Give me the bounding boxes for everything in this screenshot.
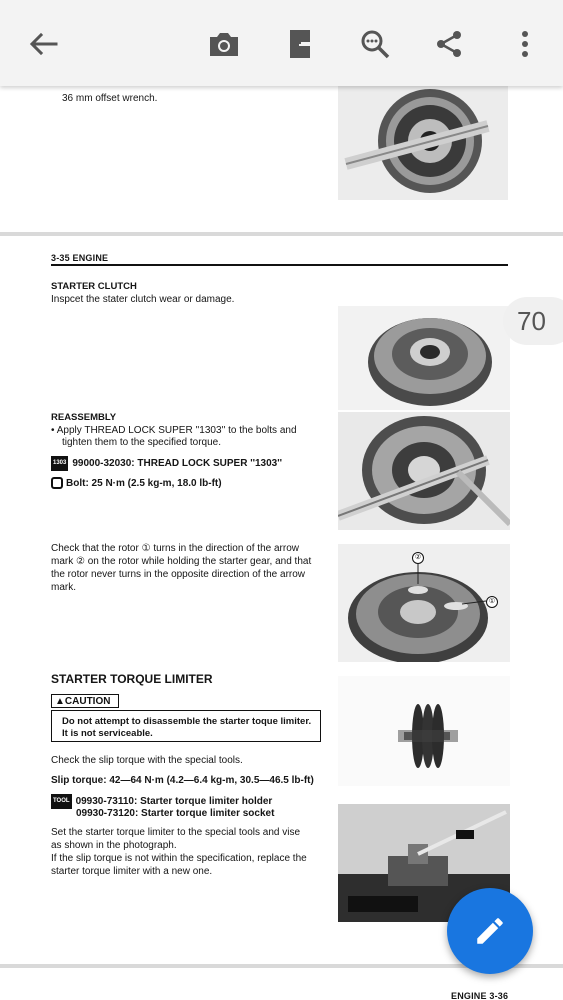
bookmark-page-icon[interactable] bbox=[278, 22, 322, 66]
caution-line-2: It is not serviceable. bbox=[62, 728, 153, 739]
set-text-1: Set the starter torque limiter to the special tools and vise bbox=[51, 827, 301, 838]
manual-page-3-35 bbox=[0, 236, 563, 964]
wrench-text: 36 mm offset wrench. bbox=[62, 93, 158, 104]
edit-fab-button[interactable] bbox=[447, 888, 533, 974]
tool-1-text: 09930-73110: Starter torque limiter holder bbox=[75, 796, 273, 808]
slip-torque-spec: Slip torque: 42—64 N·m (4.2—6.4 kg-m, 30.5—46.5 lb-ft) bbox=[51, 775, 314, 786]
bolt-line: Bolt: 25 N·m (2.5 kg-m, 18.0 lb-ft) bbox=[66, 478, 222, 489]
toolbar bbox=[0, 0, 563, 86]
set-text-4: starter torque limiter with a new one. bbox=[51, 866, 213, 877]
starter-clutch-heading: STARTER CLUTCH bbox=[51, 281, 137, 292]
rotor-text-1: Check that the rotor ① turns in the direction of the arrow bbox=[51, 543, 299, 554]
rotor-text-2: mark ② on the rotor while holding the starter gear, and that bbox=[51, 556, 312, 567]
set-text-3: If the slip torque is not within the specification, replace the bbox=[51, 853, 307, 864]
rotor-text-3: the rotor never turns in the opposite direction of the arrow bbox=[51, 569, 306, 580]
bolt-spec bbox=[51, 477, 222, 490]
caution-label: ▲CAUTION bbox=[51, 694, 119, 708]
share-icon[interactable] bbox=[427, 22, 471, 66]
rotor-wrench-photo bbox=[338, 86, 508, 200]
threadlock-line: 99000-32030: THREAD LOCK SUPER ''1303'' bbox=[72, 458, 282, 470]
torque-wrench-icon bbox=[51, 477, 63, 489]
callout-2: ② bbox=[412, 552, 424, 564]
callout-1: ① bbox=[486, 596, 498, 608]
caution-box bbox=[51, 710, 321, 742]
starter-clutch-text: Inspcet the stater clutch wear or damage. bbox=[51, 294, 235, 305]
zoom-search-icon[interactable] bbox=[353, 22, 397, 66]
torque-limiter-heading: STARTER TORQUE LIMITER bbox=[51, 672, 213, 686]
edit-pencil-icon bbox=[473, 914, 507, 948]
header-rule bbox=[51, 264, 508, 266]
cut-off-text-line bbox=[62, 86, 262, 89]
rotor-text-4: mark. bbox=[51, 582, 76, 593]
reassembly-bullet-2: tighten them to the specified torque. bbox=[62, 437, 221, 448]
more-vertical-icon[interactable] bbox=[503, 22, 547, 66]
caution-line-1: Do not attempt to disassemble the starter toque limiter. bbox=[62, 716, 312, 727]
starter-gear-photo bbox=[338, 544, 510, 662]
threadlock-spec bbox=[51, 456, 282, 471]
arrow-back-icon[interactable] bbox=[21, 22, 65, 66]
next-page bbox=[0, 968, 563, 1000]
threadlock-bolt-photo bbox=[338, 412, 510, 530]
reassembly-heading: REASSEMBLY bbox=[51, 412, 117, 423]
next-page-header: ENGINE 3-36 bbox=[451, 991, 509, 1000]
threadlock-badge: 1303 bbox=[51, 456, 68, 471]
set-text-2: as shown in the photograph. bbox=[51, 840, 177, 851]
tool-icon: TOOL bbox=[51, 794, 72, 809]
camera-icon[interactable] bbox=[202, 22, 246, 66]
previous-page bbox=[0, 86, 563, 232]
starter-clutch-photo bbox=[338, 306, 510, 410]
slip-check-text: Check the slip torque with the special tools. bbox=[51, 755, 243, 766]
torque-limiter-photo bbox=[338, 676, 510, 786]
reassembly-bullet-1: • Apply THREAD LOCK SUPER ''1303'' to the bolts and bbox=[51, 425, 297, 436]
tool-2-text: 09930-73120: Starter torque limiter socket bbox=[76, 808, 275, 819]
page-header: 3-35 ENGINE bbox=[51, 253, 109, 263]
page-number-indicator: 70 bbox=[503, 297, 563, 345]
